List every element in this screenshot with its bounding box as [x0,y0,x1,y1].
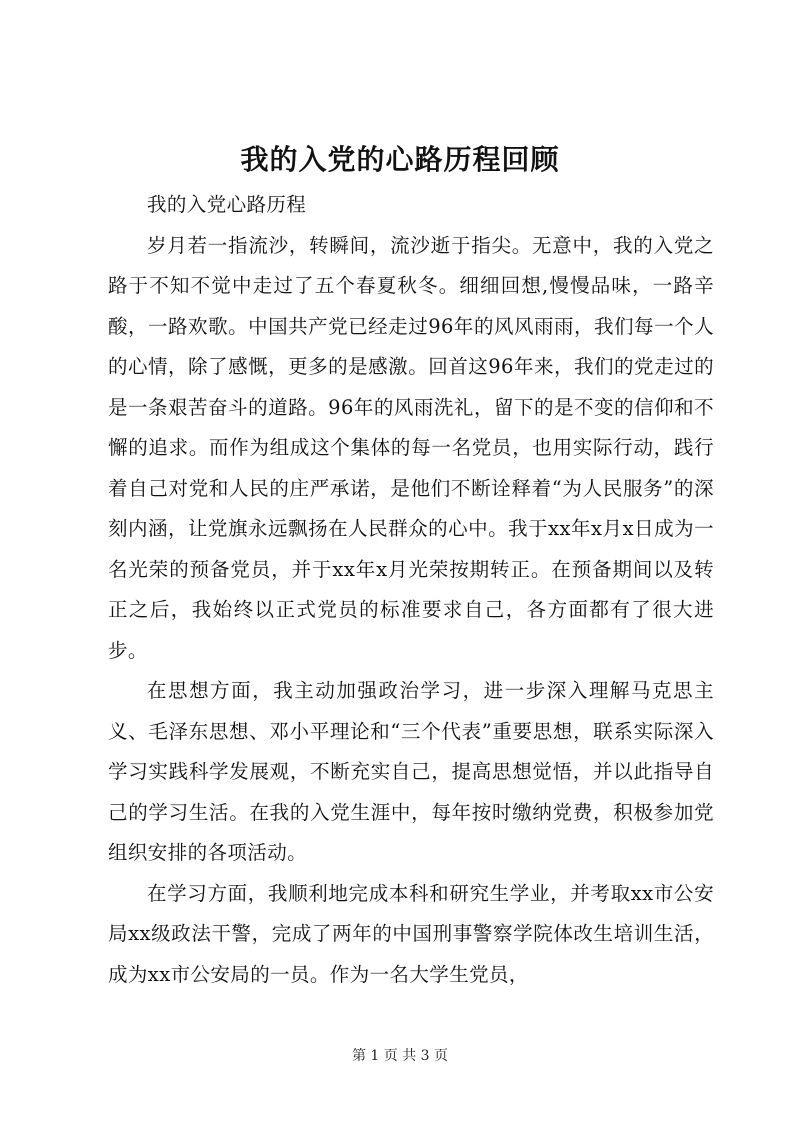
paragraph-intro: 岁月若一指流沙，转瞬间，流沙逝于指尖。无意中，我的入党之路于不知不觉中走过了五个春夏秋冬。细细回想,慢慢品味，一路辛酸，一路欢歌。中国共产党已经走过96年的风风雨雨，我们每一个人的心情，除了感慨，更多的是感激。回首这96年来，我们的党走过的是一条艰苦奋斗的道路。96年的风雨洗礼，留下的是不变的信仰和不懈的追求。而作为组成这个集体的每一名党员，也用实际行动，践行着自己对党和人民的庄严承诺，是他们不断诠释着“为人民服务”的深刻内涵，让党旗永远飘扬在人民群众的心中。我于xx年x月x日成为一名光荣的预备党员，并于xx年x月光荣按期转正。在预备期间以及转正之后，我始终以正式党员的标准要求自己，各方面都有了很大进步。 [108,233,714,662]
paragraph-subtitle: 我的入党心路历程 [147,193,307,216]
page-footer: 第 1 页 共 3 页 [351,1048,449,1064]
paragraph-study: 在学习方面，我顺利地完成本科和研究生学业，并考取xx市公安局xx级政法干警，完成了两年的中国刑事警察学院体改生培训生活，成为xx市公安局的一员。作为一名大学生党员， [108,881,714,986]
paragraph-thought: 在思想方面，我主动加强政治学习，进一步深入理解马克思主义、毛泽东思想、邓小平理论和“三个代表”重要思想，联系实际深入学习实践科学发展观，不断充实自己，提高思想觉悟，并以此指导自己的学习生活。在我的入党生涯中，每年按时缴纳党费，积极参加党组织安排的各项活动。 [108,679,714,864]
document-body [108,185,714,995]
document-title: 我的入党的心路历程回顾 [240,143,560,176]
